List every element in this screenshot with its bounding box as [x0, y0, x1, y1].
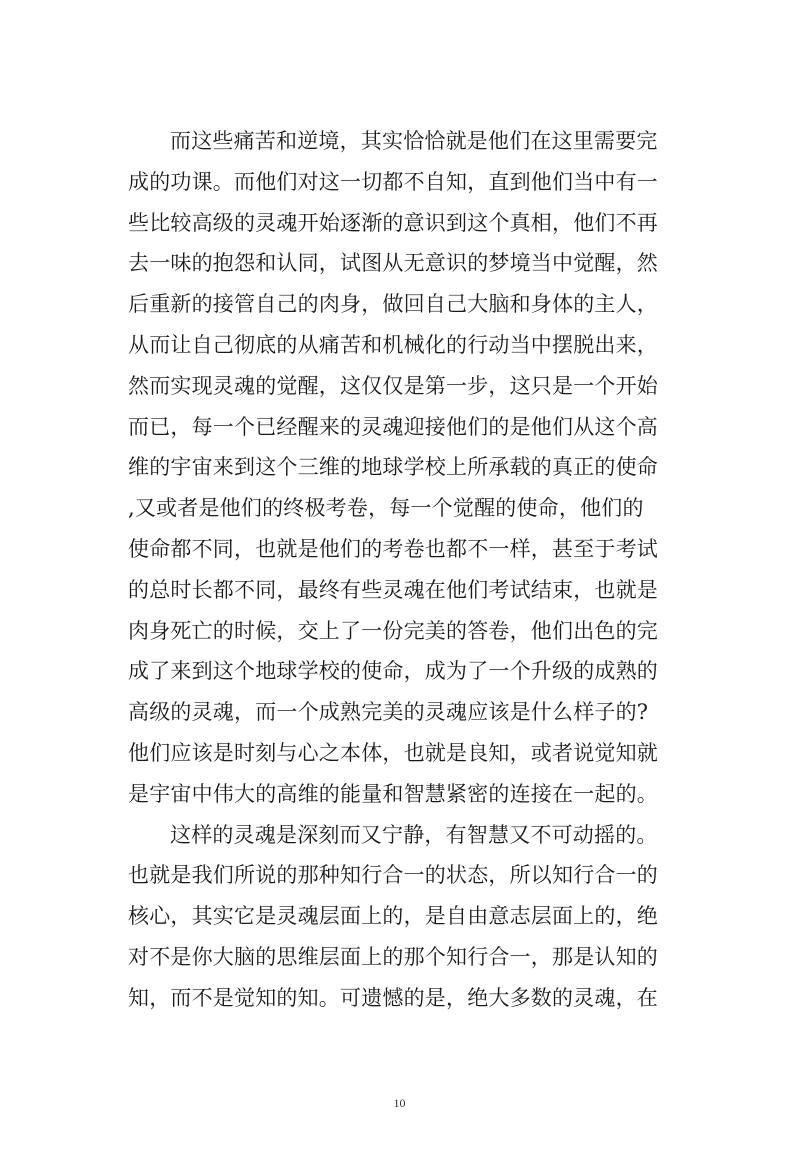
text-line: 而这些痛苦和逆境，其实恰恰就是他们在这里需要完 [170, 129, 658, 153]
text-line: 成了来到这个地球学校的使命，成为了一个升级的成熟的 [128, 659, 658, 684]
text-line: ,又或者是他们的终极考卷，每一个觉醒的使命，他们的 [128, 496, 644, 521]
text-line: 去一味的抱怨和认同，试图从无意识的梦境当中觉醒，然 [128, 251, 658, 276]
text-line: 肉身死亡的时候，交上了一份完美的答卷，他们出色的完 [128, 618, 658, 643]
text-line: 核心，其实它是灵魂层面上的，是自由意志层面上的，绝 [128, 904, 658, 929]
text-line: 而已，每一个已经醒来的灵魂迎接他们的是他们从这个高 [128, 414, 658, 439]
text-line: 高级的灵魂，而一个成熟完美的灵魂应该是什么样子的? [128, 700, 649, 725]
text-line: 后重新的接管自己的肉身，做回自己大脑和身体的主人， [128, 292, 658, 317]
text-line: 成的功课。而他们对这一切都不自知，直到他们当中有一 [128, 169, 658, 194]
text-line: 是宇宙中伟大的高维的能量和智慧紧密的连接在一起的。 [128, 781, 658, 806]
text-line: 的总时长都不同，最终有些灵魂在他们考试结束，也就是 [128, 577, 658, 602]
text-line: 维的宇宙来到这个三维的地球学校上所承载的真正的使命 [128, 455, 658, 480]
text-line: 知，而不是觉知的知。可遗憾的是，绝大多数的灵魂，在 [128, 985, 658, 1010]
page-number: 10 [393, 1096, 406, 1110]
body-text [128, 121, 668, 1019]
text-line: 些比较高级的灵魂开始逐渐的意识到这个真相，他们不再 [128, 210, 658, 235]
text-line: 从而让自己彻底的从痛苦和机械化的行动当中摆脱出来， [128, 332, 658, 357]
text-line: 对不是你大脑的思维层面上的那个知行合一，那是认知的 [128, 944, 658, 969]
text-line: 也就是我们所说的那种知行合一的状态，所以知行合一的 [128, 863, 658, 888]
text-line: 然而实现灵魂的觉醒，这仅仅是第一步，这只是一个开始 [128, 373, 658, 398]
text-line: 他们应该是时刻与心之本体，也就是良知，或者说觉知就 [128, 740, 658, 765]
text-line: 这样的灵魂是深刻而又宁静，有智慧又不可动摇的。 [170, 822, 658, 847]
text-line: 使命都不同，也就是他们的考卷也都不一样，甚至于考试 [128, 536, 658, 561]
